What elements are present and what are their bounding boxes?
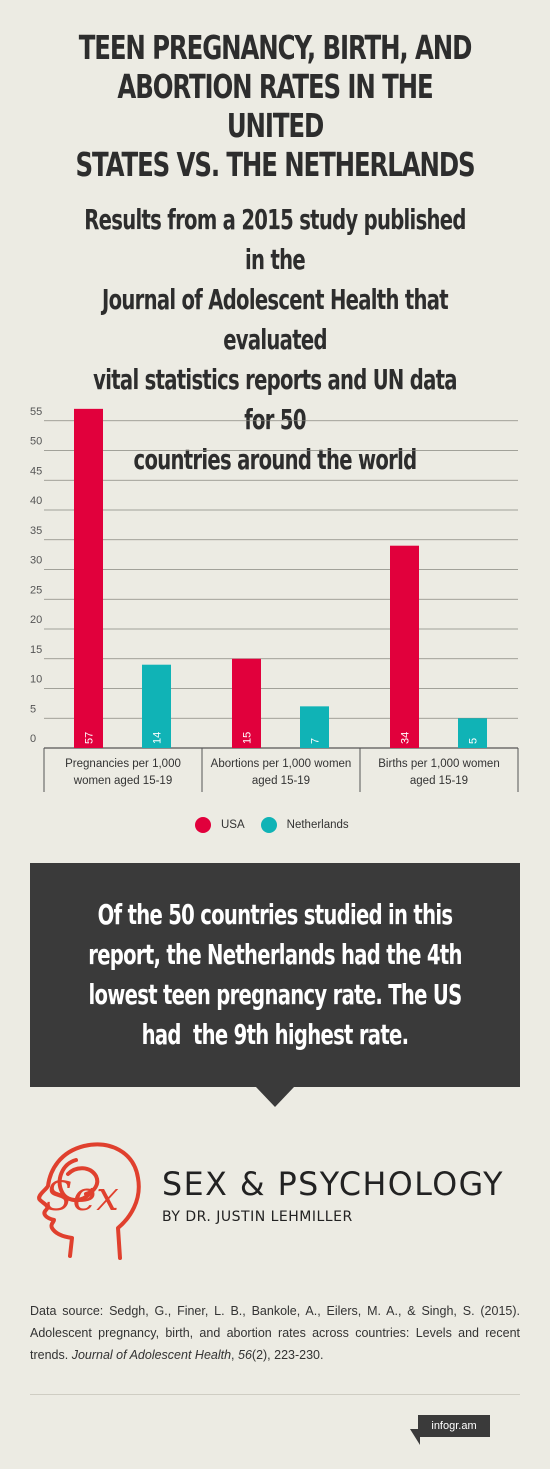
- legend-swatch-netherlands: [261, 817, 277, 833]
- y-tick-label: 50: [30, 435, 43, 448]
- title-line: STATES VS. THE NETHERLANDS: [75, 145, 475, 184]
- y-tick-label: 55: [30, 405, 43, 418]
- y-tick-label: 10: [30, 673, 43, 686]
- bar-value-label: 57: [83, 731, 96, 744]
- source-volume: 56: [238, 1348, 252, 1362]
- subtitle-line: vital statistics reports and UN data for 50: [93, 363, 457, 436]
- subtitle-line: Journal of Adolescent Health that evaluated: [102, 283, 448, 356]
- y-tick-label: 5: [30, 703, 37, 716]
- bar-value-label: 15: [241, 731, 254, 744]
- bar-value-label: 34: [399, 731, 412, 744]
- x-category-label: Births per 1,000 women: [378, 758, 500, 770]
- logo-script-text: Sex: [45, 1174, 119, 1220]
- title-line: TEEN PREGNANCY, BIRTH, AND: [78, 28, 472, 67]
- callout-pointer: [256, 1087, 294, 1107]
- title-line: ABORTION RATES IN THE UNITED: [117, 67, 433, 145]
- y-tick-label: 20: [30, 614, 43, 626]
- x-category-label: women aged 15-19: [73, 775, 173, 787]
- y-tick-label: 45: [30, 465, 43, 478]
- callout-text: [83, 895, 468, 1055]
- head-logo-icon: [32, 1140, 144, 1270]
- data-source: [30, 1300, 520, 1366]
- callout-line: had the 9th highest rate.: [141, 1018, 409, 1051]
- x-category-label: Pregnancies per 1,000: [65, 758, 181, 770]
- subtitle-line: countries around the world: [133, 443, 417, 476]
- y-tick-label: 35: [30, 524, 43, 537]
- y-tick-label: 40: [30, 495, 43, 507]
- x-category-label: Abortions per 1,000 women: [210, 758, 352, 770]
- bar-value-label: 14: [151, 731, 164, 744]
- y-tick-label: 30: [30, 554, 43, 567]
- brand-byline: BY DR. JUSTIN LEHMILLER: [162, 1209, 353, 1225]
- y-tick-label: 15: [30, 643, 43, 656]
- callout-line: report, the Netherlands had the 4th: [88, 938, 462, 971]
- infogram-badge[interactable]: infogr.am: [418, 1415, 490, 1437]
- source-pages: (2), 223-230.: [251, 1348, 324, 1362]
- callout-line: Of the 50 countries studied in this: [97, 898, 453, 931]
- legend-label-netherlands: Netherlands: [286, 819, 349, 831]
- bar-chart: [0, 395, 550, 805]
- legend-swatch-usa: [195, 817, 211, 833]
- infographic-title: [72, 28, 479, 184]
- bar-value-label: 5: [467, 737, 480, 744]
- y-tick-label: 25: [30, 584, 43, 597]
- y-tick-label: 0: [30, 733, 37, 745]
- source-journal: Journal of Adolescent Health: [71, 1348, 232, 1362]
- x-category-label: aged 15-19: [251, 775, 311, 787]
- footer-divider: [30, 1394, 520, 1395]
- source-sep: ,: [231, 1348, 238, 1362]
- brand-name: SEX & PSYCHOLOGY: [162, 1165, 504, 1203]
- bar-usa: [390, 546, 419, 748]
- bar-usa: [74, 409, 103, 748]
- legend-item-usa[interactable]: [195, 817, 245, 833]
- chart-legend: [195, 817, 365, 833]
- source-text: Data source: Sedgh, G., Finer, L. B., Bankole, A., Eilers, M. A., & Singh, S. (2015). Adolescent pregnancy, birth, and abortion rates across countries: Levels and recent trends.: [30, 1304, 520, 1362]
- subtitle-line: Results from a 2015 study published in the: [84, 203, 466, 276]
- legend-label-usa: USA: [221, 819, 245, 831]
- x-category-label: aged 15-19: [409, 775, 469, 787]
- legend-item-netherlands[interactable]: [261, 817, 349, 833]
- bar-value-label: 7: [309, 737, 322, 744]
- callout-line: lowest teen pregnancy rate. The US: [88, 978, 462, 1011]
